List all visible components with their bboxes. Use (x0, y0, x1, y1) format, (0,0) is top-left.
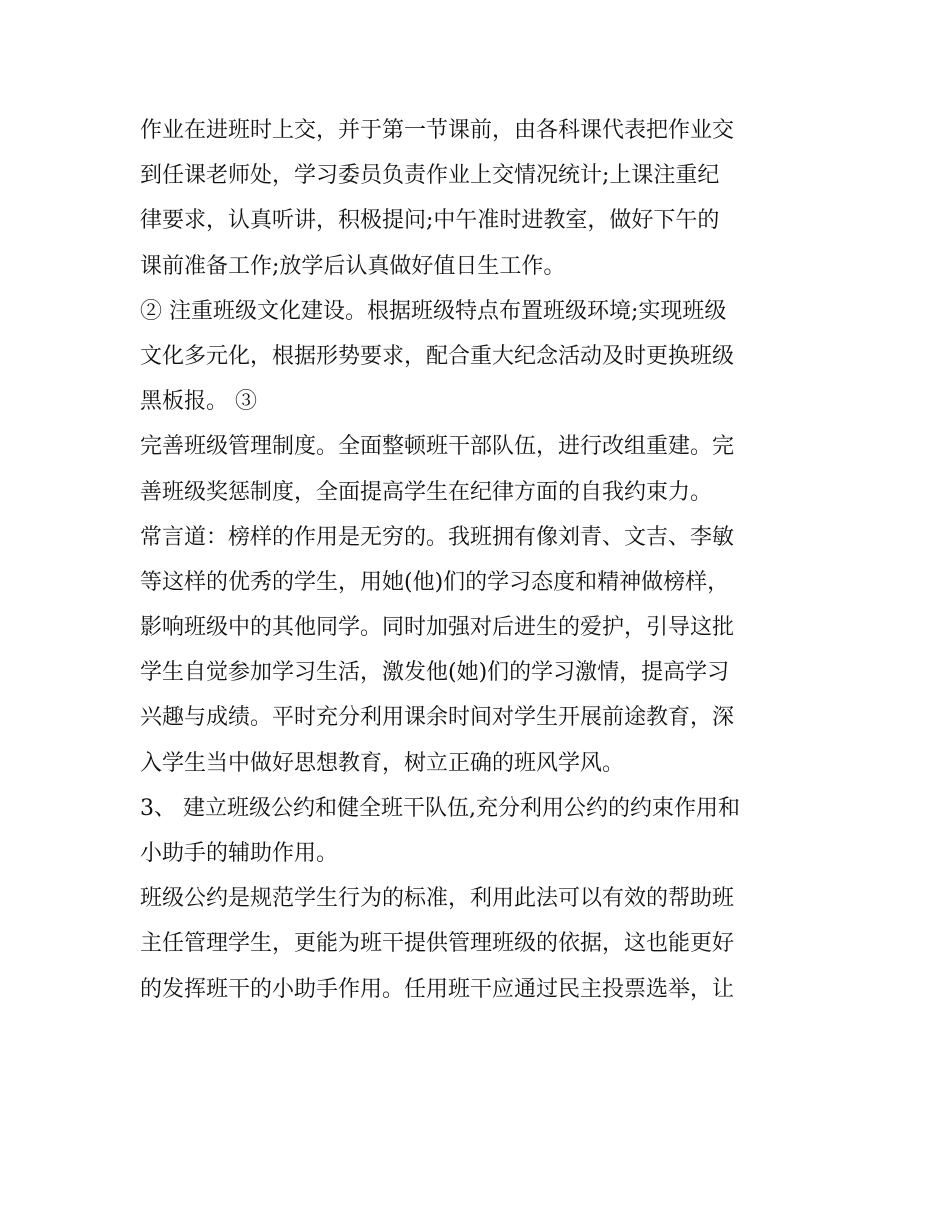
text-line-15: 入学生当中做好思想教育，树立正确的班风学风。 (140, 750, 625, 776)
text-line-7: 黑板报。 ③ (140, 389, 257, 415)
text-line-12: 影响班级中的其他同学。同时加强对后进生的爱护，引导这批 (140, 615, 735, 641)
text-line-4: 课前准备工作;放学后认真做好值日生工作。 (140, 253, 566, 279)
text-line-18: 班级公约是规范学生行为的标准，利用此法可以有效的帮助班 (140, 886, 735, 912)
text-line-19: 主任管理学生，更能为班干提供管理班级的依据，这也能更好 (140, 931, 735, 957)
text-line-17: 小助手的辅助作用。 (140, 841, 339, 866)
text-line-3: 律要求，认真听讲，积极提问;中午准时进教室，做好下午的 (140, 208, 720, 234)
text-line-20: 的发挥班干的小助手作用。任用班干应通过民主投票选举，让 (140, 976, 735, 1002)
text-line-2: 到任课老师处，学习委员负责作业上交情况统计;上课注重纪 (140, 163, 720, 189)
text-line-14: 兴趣与成绩。平时充分利用课余时间对学生开展前途教育，深 (140, 705, 735, 731)
text-line-10: 常言道：榜样的作用是无穷的。我班拥有像刘青、文吉、李敏 (140, 524, 735, 550)
text-line-8: 完善班级管理制度。全面整顿班干部队伍，进行改组重建。完 (140, 434, 735, 460)
text-line-11: 等这样的优秀的学生，用她(他)们的学习态度和精神做榜样， (140, 569, 730, 595)
text-line-5: ② 注重班级文化建设。根据班级特点布置班级环境;实现班级 (140, 298, 727, 324)
text-line-9: 善班级奖惩制度，全面提高学生在纪律方面的自我约束力。 (140, 479, 713, 505)
text-line-6: 文化多元化，根据形势要求，配合重大纪念活动及时更换班级 (140, 343, 735, 369)
text-line-16: 3、 建立班级公约和健全班干队伍,充分利用公约的约束作用和 (140, 795, 740, 821)
text-line-13: 学生自觉参加学习生活，激发他(她)们的学习激情，提高学习 (140, 660, 730, 686)
document-body (140, 108, 812, 1012)
text-line-1: 作业在进班时上交，并于第一节课前，由各科课代表把作业交 (140, 118, 735, 143)
